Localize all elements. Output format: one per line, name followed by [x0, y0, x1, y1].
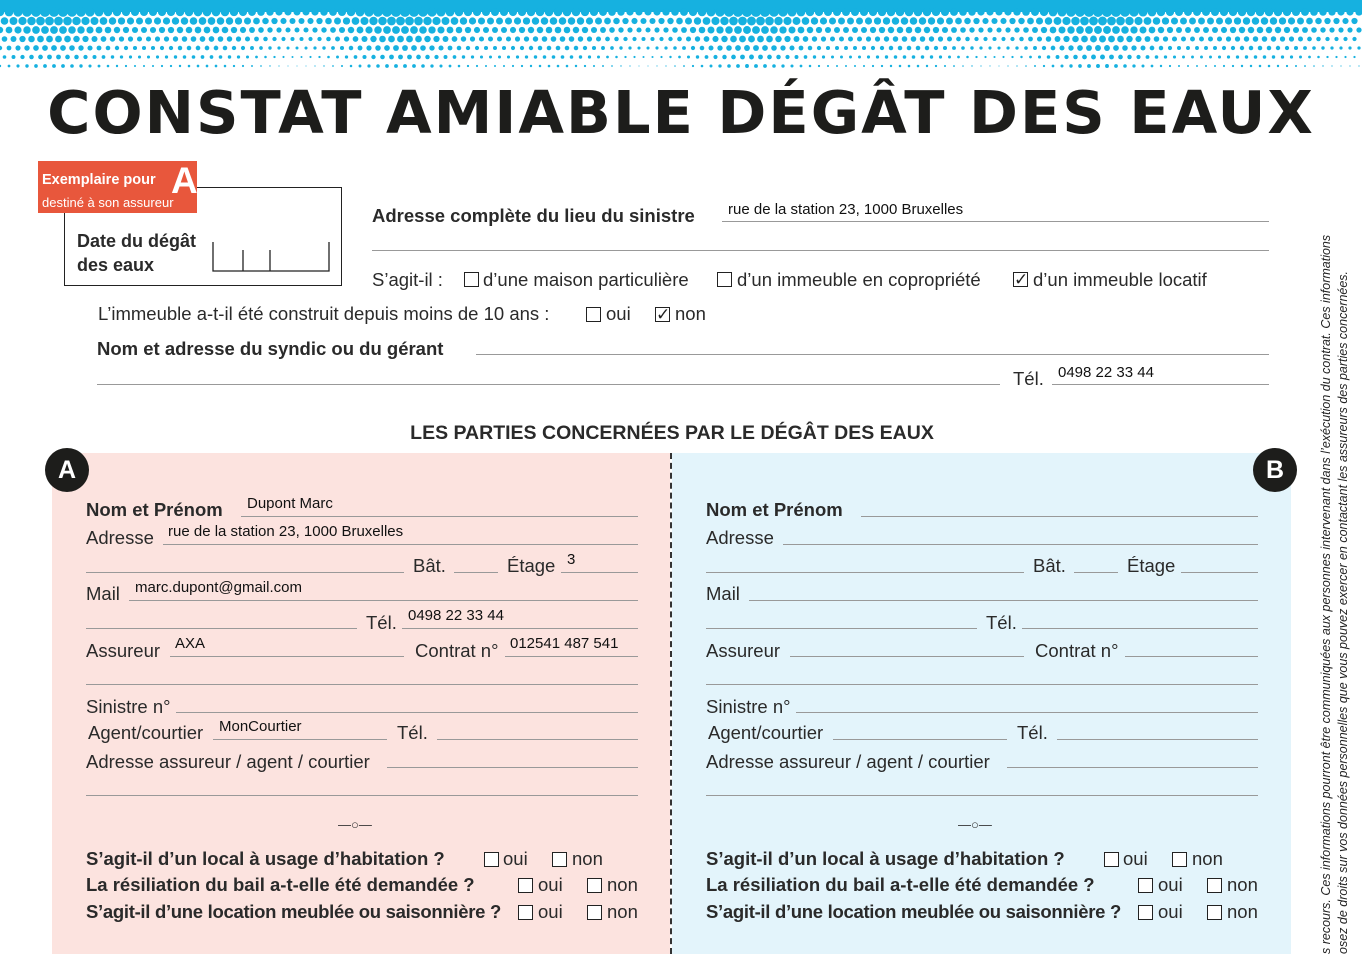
- checkbox-immeuble-locatif-checked[interactable]: ✓: [1014, 270, 1029, 289]
- party-b-badge: B: [1253, 448, 1297, 492]
- party-separator: [670, 453, 672, 954]
- date-input-boxes[interactable]: [212, 240, 332, 274]
- a-nom-line: [241, 516, 638, 517]
- a-etage-value[interactable]: 3: [567, 551, 576, 568]
- syndic-label: Nom et adresse du syndic ou du gérant: [97, 338, 444, 359]
- b-q1-oui-checkbox[interactable]: [1104, 852, 1119, 867]
- sinistre-address-label: Adresse complète du lieu du sinistre: [372, 205, 695, 226]
- a-q2-non-label: non: [607, 874, 638, 895]
- sinistre-address-line: [722, 221, 1269, 222]
- b-bat-line: [1074, 572, 1118, 573]
- a-agent-line: [213, 739, 387, 740]
- syndic-line-2: [97, 384, 1000, 385]
- construction-label: L’immeuble a-t-il été construit depuis moins de 10 ans :: [98, 303, 550, 324]
- a-adresse-assureur-label: Adresse assureur / agent / courtier: [86, 751, 370, 772]
- a-etage-line: [561, 572, 638, 573]
- b-mail-line-2: [706, 628, 977, 629]
- halftone-dots-banner: [0, 0, 1362, 72]
- a-adresse-line: [163, 544, 638, 545]
- b-q3-non-label: non: [1227, 901, 1258, 922]
- syndic-tel-label: Tél.: [1013, 368, 1044, 389]
- b-q3-oui-checkbox[interactable]: [1138, 905, 1153, 920]
- b-sinistre-label: Sinistre n°: [706, 696, 791, 717]
- b-q1-non-label: non: [1192, 848, 1223, 869]
- a-q1-non-label: non: [572, 848, 603, 869]
- a-etage-label: Étage: [507, 555, 556, 576]
- a-adresse-label: Adresse: [86, 527, 154, 548]
- b-bat-label: Bât.: [1033, 555, 1066, 576]
- party-a-badge: A: [45, 448, 89, 492]
- b-assureur-line: [790, 656, 1024, 657]
- a-agent-tel-label: Tél.: [397, 722, 428, 743]
- a-adresse-assureur-line: [387, 767, 638, 768]
- b-divider-ornament: —○—: [958, 817, 992, 832]
- date-label: Date du dégât des eaux: [77, 231, 197, 275]
- syndic-tel-value[interactable]: 0498 22 33 44: [1058, 364, 1154, 381]
- a-q3-label: S’agit-il d’une location meublée ou saisonnière ?: [86, 901, 501, 922]
- b-nom-line: [861, 516, 1258, 517]
- checkbox-construction-oui[interactable]: [586, 307, 601, 322]
- b-q2-non-label: non: [1227, 874, 1258, 895]
- a-tel-label: Tél.: [366, 612, 397, 633]
- a-bat-label: Bât.: [413, 555, 446, 576]
- b-etage-line: [1181, 572, 1258, 573]
- b-tel-label: Tél.: [986, 612, 1017, 633]
- a-q1-non-checkbox[interactable]: [552, 852, 567, 867]
- a-q3-oui-checkbox[interactable]: [518, 905, 533, 920]
- b-agent-line: [833, 739, 1007, 740]
- b-adresse-assureur-line: [1007, 767, 1258, 768]
- b-q1-label: S’agit-il d’un local à usage d’habitation ?: [706, 848, 1065, 869]
- a-agent-value[interactable]: MonCourtier: [219, 718, 302, 735]
- a-mail-line: [129, 600, 638, 601]
- sinistre-address-line-2: [372, 250, 1269, 251]
- b-q1-oui-label: oui: [1123, 848, 1148, 869]
- a-contrat-label: Contrat n°: [415, 640, 499, 661]
- b-adresse-assureur-label: Adresse assureur / agent / courtier: [706, 751, 990, 772]
- section-title: LES PARTIES CONCERNÉES PAR LE DÉGÂT DES EAUX: [410, 422, 934, 444]
- page-title: CONSTAT AMIABLE DÉGÂT DES EAUX: [47, 78, 1315, 147]
- b-assureur-line-2: [706, 684, 1258, 685]
- b-assureur-label: Assureur: [706, 640, 781, 661]
- a-q2-non-checkbox[interactable]: [587, 878, 602, 893]
- b-adresse-label: Adresse: [706, 527, 774, 548]
- b-mail-line: [749, 600, 1258, 601]
- side-note-line2: osez de droits sur vos données personnelles que vous pouvez exercer en contactant les assureurs des parties concernées.: [1336, 270, 1350, 954]
- a-nom-label: Nom et Prénom: [86, 499, 223, 520]
- a-tel-line: [402, 628, 638, 629]
- b-agent-tel-label: Tél.: [1017, 722, 1048, 743]
- a-q1-oui-checkbox[interactable]: [484, 852, 499, 867]
- a-assureur-line-2: [86, 684, 638, 685]
- copy-tag: [38, 161, 197, 213]
- a-q1-oui-label: oui: [503, 848, 528, 869]
- option-copropriete-label: d’un immeuble en copropriété: [737, 269, 981, 290]
- a-q2-label: La résiliation du bail a-t-elle été demandée ?: [86, 874, 475, 895]
- b-mail-label: Mail: [706, 583, 740, 604]
- construction-non-label: non: [675, 303, 706, 324]
- a-agent-tel-line: [437, 739, 638, 740]
- a-assureur-line: [170, 656, 404, 657]
- a-bat-line: [454, 572, 498, 573]
- side-privacy-note: [1318, 154, 1352, 954]
- b-q3-oui-label: oui: [1158, 901, 1183, 922]
- a-assureur-value[interactable]: AXA: [175, 635, 206, 652]
- a-q3-non-checkbox[interactable]: [587, 905, 602, 920]
- b-q3-non-checkbox[interactable]: [1207, 905, 1222, 920]
- b-q2-label: La résiliation du bail a-t-elle été demandée ?: [706, 874, 1095, 895]
- a-q1-label: S’agit-il d’un local à usage d’habitation ?: [86, 848, 445, 869]
- copy-tag-line2: destiné à son assureur: [42, 195, 174, 210]
- a-adresse-value[interactable]: rue de la station 23, 1000 Bruxelles: [168, 523, 404, 540]
- checkbox-construction-non-checked[interactable]: ✓: [656, 305, 671, 324]
- b-adresse-line-2: [706, 572, 1024, 573]
- sinistre-address-value[interactable]: rue de la station 23, 1000 Bruxelles: [728, 201, 964, 218]
- b-q3-label: S’agit-il d’une location meublée ou saisonnière ?: [706, 901, 1121, 922]
- building-type-label: S’agit-il :: [372, 269, 443, 290]
- a-contrat-value[interactable]: 012541 487 541: [510, 635, 619, 652]
- b-sinistre-line: [796, 712, 1258, 713]
- a-adresse-assureur-line-2: [86, 795, 638, 796]
- b-agent-tel-line: [1057, 739, 1258, 740]
- a-sinistre-line: [176, 712, 638, 713]
- b-q2-non-checkbox[interactable]: [1207, 878, 1222, 893]
- option-locatif-label: d’un immeuble locatif: [1033, 269, 1207, 290]
- b-adresse-assureur-line-2: [706, 795, 1258, 796]
- checkbox-maison[interactable]: [464, 272, 479, 287]
- a-q2-oui-label: oui: [538, 874, 563, 895]
- b-q2-oui-checkbox[interactable]: [1138, 878, 1153, 893]
- b-contrat-line: [1125, 656, 1258, 657]
- syndic-tel-line: [1052, 384, 1269, 385]
- copy-tag-line1: Exemplaire pour: [42, 172, 156, 188]
- a-mail-line-2: [86, 628, 357, 629]
- a-divider-ornament: —○—: [338, 817, 372, 832]
- a-sinistre-label: Sinistre n°: [86, 696, 171, 717]
- a-assureur-label: Assureur: [86, 640, 161, 661]
- syndic-line: [476, 354, 1269, 355]
- a-q3-oui-label: oui: [538, 901, 563, 922]
- construction-oui-label: oui: [606, 303, 631, 324]
- a-tel-value[interactable]: 0498 22 33 44: [408, 607, 504, 624]
- option-maison-label: d’une maison particulière: [483, 269, 689, 290]
- b-agent-label: Agent/courtier: [708, 722, 824, 743]
- b-contrat-label: Contrat n°: [1035, 640, 1119, 661]
- a-adresse-line-2: [86, 572, 404, 573]
- a-q2-oui-checkbox[interactable]: [518, 878, 533, 893]
- side-note-line1: s recours. Ces informations pourront être communiquées aux personnes intervenant dans l’exécution du contrat. Ces informations: [1319, 234, 1333, 954]
- b-nom-label: Nom et Prénom: [706, 499, 843, 520]
- a-contrat-line: [505, 656, 638, 657]
- b-q2-oui-label: oui: [1158, 874, 1183, 895]
- a-agent-label: Agent/courtier: [88, 722, 204, 743]
- b-etage-label: Étage: [1127, 555, 1176, 576]
- copy-tag-letter: A: [171, 160, 198, 201]
- a-nom-value[interactable]: Dupont Marc: [247, 495, 333, 512]
- b-adresse-line: [783, 544, 1258, 545]
- b-q1-non-checkbox[interactable]: [1172, 852, 1187, 867]
- a-mail-value[interactable]: marc.dupont@gmail.com: [135, 579, 302, 596]
- a-mail-label: Mail: [86, 583, 120, 604]
- b-tel-line: [1022, 628, 1258, 629]
- a-q3-non-label: non: [607, 901, 638, 922]
- checkbox-copropriete[interactable]: [717, 272, 732, 287]
